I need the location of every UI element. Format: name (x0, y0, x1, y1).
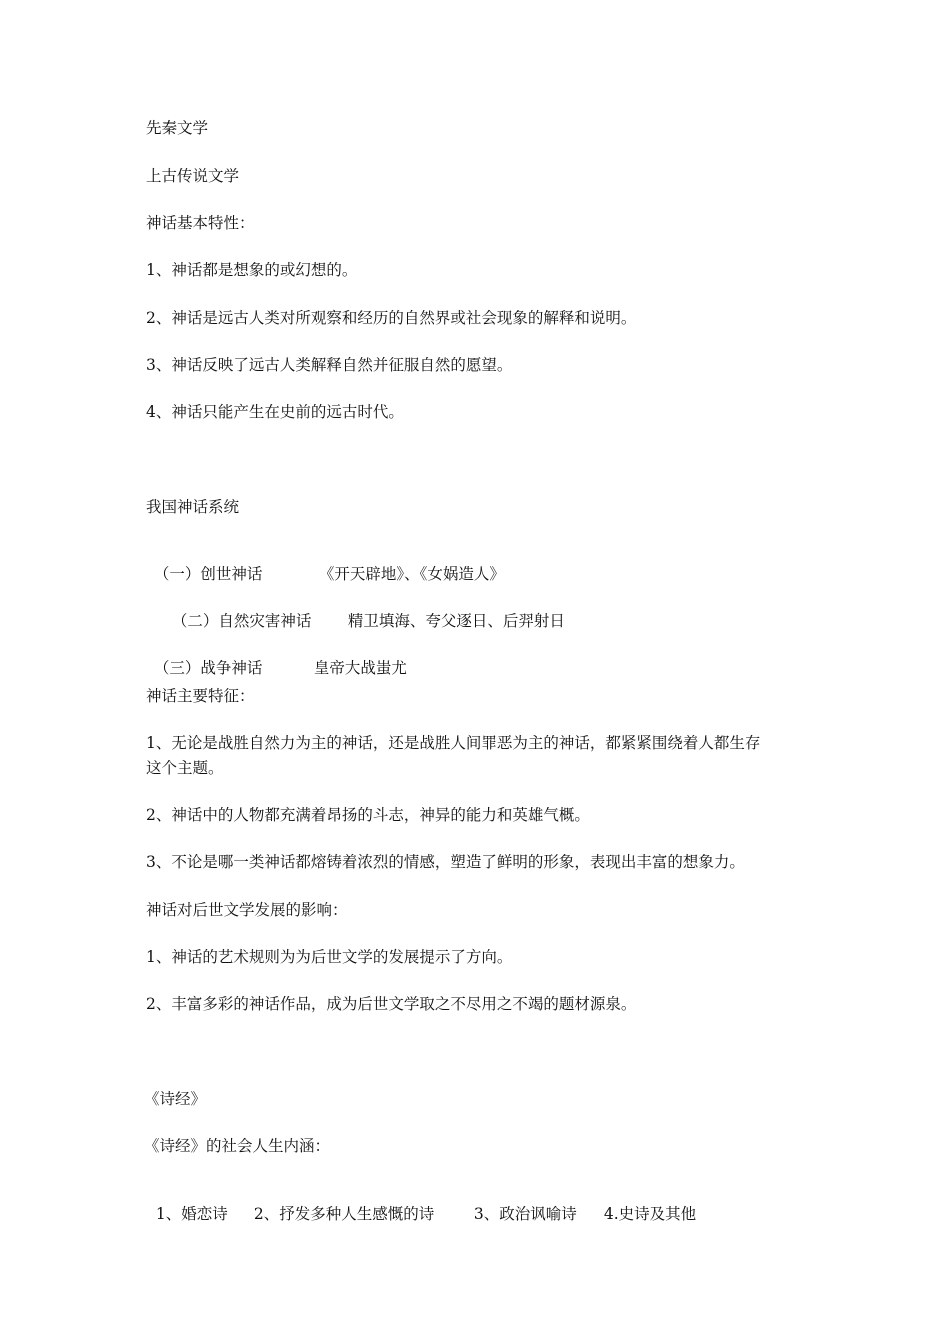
section-heading-legend-literature: 上古传说文学 (146, 167, 240, 185)
system-examples: 《开天辟地》、《女娲造人》 (318, 565, 505, 583)
influence-item: 2、丰富多彩的神话作品，成为后世文学取之不尽用之不竭的题材源泉。 (146, 995, 637, 1013)
section-heading-shijing: 《诗经》 (144, 1090, 207, 1108)
system-examples: 精卫填海、夸父逐日、后羿射日 (347, 612, 565, 630)
system-examples: 皇帝大战蚩尤 (313, 659, 407, 677)
feature-item: 1、无论是战胜自然力为主的神话，还是战胜人间罪恶为主的神话，都紧紧围绕着人都生存 (146, 734, 761, 752)
heading-myth-features: 神话主要特征： (146, 687, 255, 705)
influence-item: 1、神话的艺术规则为为后世文学的发展提示了方向。 (146, 948, 513, 966)
heading-shijing-content: 《诗经》的社会人生内涵： (144, 1137, 331, 1155)
system-row (144, 638, 407, 678)
shijing-item: 4.史诗及其他 (603, 1205, 697, 1223)
feature-item-continued: 这个主题。 (146, 759, 224, 777)
shijing-items-row (146, 1184, 696, 1224)
trait-item: 1、神话都是想象的或幻想的。 (146, 261, 358, 279)
doc-title: 先秦文学 (146, 119, 209, 137)
heading-myth-influence: 神话对后世文学发展的影响： (146, 901, 348, 919)
system-label: （三）战争神话 (153, 659, 263, 677)
heading-myth-system: 我国神话系统 (146, 498, 240, 516)
system-row (162, 591, 565, 631)
trait-item: 2、神话是远古人类对所观察和经历的自然界或社会现象的解释和说明。 (146, 309, 637, 327)
system-label: （二）自然灾害神话 (171, 612, 312, 630)
system-label: （一）创世神话 (153, 565, 263, 583)
trait-item: 4、神话只能产生在史前的远古时代。 (146, 403, 404, 421)
shijing-item: 3、政治讽喻诗 (473, 1205, 577, 1223)
shijing-item: 2、抒发多种人生感慨的诗 (253, 1205, 435, 1223)
feature-item: 2、神话中的人物都充满着昂扬的斗志，神异的能力和英雄气概。 (146, 806, 590, 824)
shijing-item: 1、婚恋诗 (155, 1205, 228, 1223)
trait-item: 3、神话反映了远古人类解释自然并征服自然的愿望。 (146, 356, 513, 374)
system-row (144, 544, 505, 584)
heading-myth-traits: 神话基本特性： (146, 214, 255, 232)
feature-item: 3、不论是哪一类神话都熔铸着浓烈的情感，塑造了鲜明的形象，表现出丰富的想象力。 (146, 853, 745, 871)
